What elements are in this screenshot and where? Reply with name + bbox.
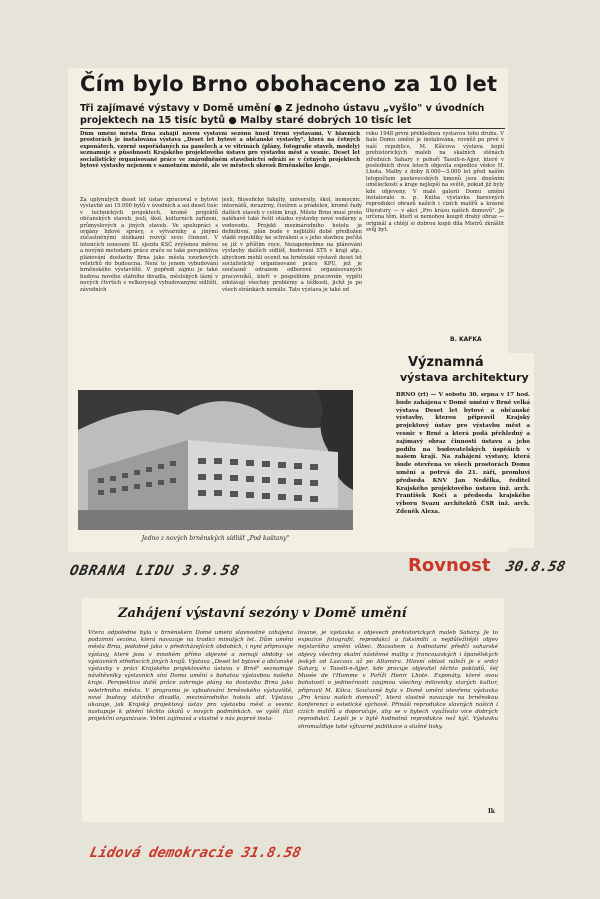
housing-photo (78, 390, 353, 530)
article-column-1: Za uplynulých deset let ústav zpracoval v bytové výstavbě asi 15.000 bytů v úvodních a asi deset tisíc v technických projektech, kromě projektů občanských staveb, jeslí, škol, kulturních zařízení, průmyslových a jiných staveb. Ve spolupráci s orgány lidové správy, s výtvarníky a jinými zúčastněnými složkami rozvíjí svou činnost. V intencích usnesení XI. sjezdu KSČ zvýšenou měrou a novými metodami práce zrače se také perspektiva plánování dostavby Brna jako města vzorkových veletrhů do budoucna. Není to jenom vybudování brněnského výstaviště. V popředí zájmu je také budova nového státního divadla, městských lázní v nových čtvrtích s velkorysejí vybudovanými sídlišti, závodních (80, 197, 218, 293)
article-signature: B. KAFKA (450, 336, 482, 343)
source-note-rovnost (408, 555, 565, 576)
article-lead: Dům umění města Brna zahájil novou výstavní sezónu hned třemi výstavami. V hlavních prostorách je instalována výstava „Deset let bytové a občanské výstavby", která na četných exponátech, vzorně uspořádaných na panelech a ve vitrínách (plány, fotografie staveb, modely) seznamuje s působností Krajského projektového ústavu pro výstavbu měst a vesnic. Deset let socialistický organisované práce ve znárodněném stavebnictví odráží se v četných projektech bytové výstavby nejenom v samotném městě, ale ve městech okresů Brněnského kraje. (80, 131, 360, 170)
bottom-column-2: lované, je výstavka s objevech prehistorických maleb Sahary. Je to expozice fotografií, reprodukcí a faksimilií a nejdůležitější objev nejstaršího umění vůbec. Rozsahem a hodnotami předčí saharské objevy všechny skalní nástěnné malby z francouzských i španělských jeskyň od Lascaux až po Altamiru. Hlavní oblast náleží je v srdci Sahary, v Tassili-n-Ajjer, kde pracuje objevitel těchto pokladů, šéf Musée de l'Homme v Paříži Henri Lhote. Exponáty, které svou bohatostí o jedinečnosti zaujmou všechny milovníky starých kultur, připravil M. Kšica. Současně byla v Domě umění otevřena výstavka „Pro krásu našich domovů", která vlastně navazuje na brněnskou konferenci o estetické výchově. Přináší reprodukce slavných našich i cizích malířů a doporučuje, aby se v bytech využívalo více dobrých reprodukcí. Lepší je v bytě hodnotná reprodukce než kýč. Výstavku shromažďuje také výtvarné publikace a slušné tisky. (298, 630, 498, 730)
bottom-signature: Ik (488, 808, 495, 815)
rovnost-date: 30.8.58 (503, 559, 567, 575)
source-note-lidova-demokracie: Lidová demokracie 31.8.58 (88, 845, 303, 861)
rule (80, 128, 505, 129)
bottom-column-1: Včera odpoledne byla v brněnském Domě umění slavnostně zahájena podzimní sezóna, která navazuje na tradici minulých let. Dům umění města Brna, podobně jako v předcházejících obdobích, i nyní připravuje výstavy, které jsou v mnohém přímo objevné a nemají obdoby ve výstavních střediscích jiných krajů. Výstava „Deset let bytové a občanské výstavby v práci Krajského projektového ústavu v Brně" seznamuje návštěvníky výstavních síní Domu umění s bohatou výstavbou našeho kraje. Perspektiva další práce zahrnuje plány na dostavbu Brna jako veletrhního města. V programu je vybudování brněnského výstaviště, nové budovy státního divadla, mezinárodního hotelu atd. Výstava ukazuje, jak Krajský projektový ústav pro výstavbu měst a vesnic nastupuje k plnění těchto úkolů v nových podmínkách, ve vyšší fázi projekční organizace. Velmi zajímavá a vlastně v nás poprvé insta- (88, 630, 293, 723)
housing-illustration (78, 390, 353, 530)
rovnost-name: Rovnost (408, 555, 491, 576)
side-headline-1: Významná (408, 355, 484, 370)
article-column-2: jeslí, filosofické fakulty, university, škol, nemocnic, internátů, mrazírny, čistíren a prádelen, kromě řady dalších staveb v celém kraji. Město Brno musí proto naléhavě také řešit otázku výstavby nové vodárny a vodovodu. Projekt mezinárodního hotelu je definitivní, plán bude v nejbližší době předložen vládě republiky ke schválení a s jeho stavbou počítá se již v příštím roce. Nezapomeňme na plánování výstavby dalších sídlišť, budování STS v kraji atp., abychom mohli ocenit na brněnské výstavě deset let socialistický organisované práce KPÚ, jež je současně odrazem odborové organisovaných pracovníků, kteří v pospolitém pracovním vypětí zdolávají všechny problémy a těžkosti, jichž je po všech stránkách nemálo. Tato výstava je také od (222, 197, 362, 293)
article-headline: Čím bylo Brno obohaceno za 10 let (80, 72, 498, 96)
article-subheadline: Tři zajímavé výstavy v Domě umění ● Z jednoho ústavu „vyšlo" v úvodních projektech na 15 tisíc bytů ● Malby staré dobrých 10 tisíc let (80, 103, 485, 126)
bottom-headline: Zahájení výstavní sezóny v Domě umění (118, 606, 407, 621)
source-note-obrana-lidu: OBRANA LIDU 3.9.58 (68, 563, 242, 579)
side-headline-2: výstava architektury (400, 371, 529, 384)
photo-caption: Jedno z nových brněnských sídlišť „Pod kaštany" (141, 535, 290, 542)
article-column-3: roku 1948 první přehlednou výstavou toho druhu. V hale Domu umění je instalována, rovněž po prvé v naší republice, M. Kšicova výstava kopií prehistorických maleb na skalních stěnách středních Sahary v pohoří Tassili-n-Ajjer, které v posledních dvou letech objevila expedice vědce H. Lhota. Malby z doby 8.000—3.000 let před naším letopočtem pastevecských kmenů jsou dnešním uměleckostí a kraje nejlepší na světě, pokud již byly kde objeveny. V malé galerii Domu umění instalovalo n. p. Kniha výstavku barevných reprodukcí obrazů našich i cizích malířů a krásné literatury — v akci „Pro krásu našich domovů". Je určena těm, kteří si nemohou koupit drahý obraz — originál a chtějí si dobrou kopii díla Mistrů zkrášlit svůj byt. (366, 131, 504, 234)
side-article-body: BRNO (rt) — V sobotu 30. srpna v 17 hod. bude zahájena v Domě umění v Brně velká výstava Deset let bytové a občanské výstavby, kterou připravil Krajský projektový ústav pro výstavbu měst a vesnic v Brně a která podá přehledný a zajímavý obraz činnosti ústavu a jeho podílu na budovatelských úspěších v našem kraji. Na zahájení výstavy, která bude otevřena ve všech prostorách Domu umění a potrvá do 21. září, promluví předseda KNV Jan Nedělka, ředitel Krajského projektového ústavu inž. arch. František Kočí a předseda krajského výboru Svazu architektů ČSR inž. arch. Zdeněk Alexa. (396, 392, 530, 515)
